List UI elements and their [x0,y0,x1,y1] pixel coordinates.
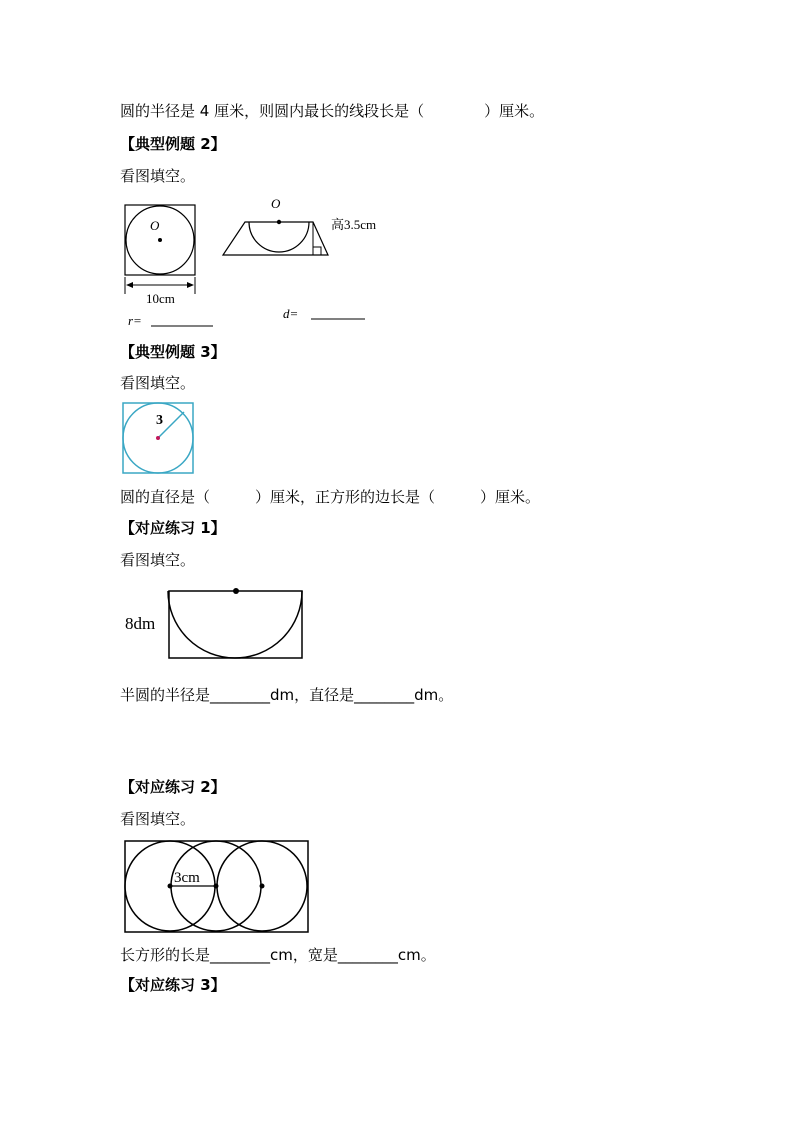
radius-label: 3 [156,413,163,428]
intro-question: 圆的半径是 4 厘米，则圆内最长的线段长是（ ）厘米。 [120,102,545,120]
example-2-figure-trapezoid [215,192,395,327]
radius-label: 3cm [174,870,200,886]
center-dot [277,220,281,224]
practice-1-heading: 【对应练习 1】 [120,519,226,537]
center-dot [233,588,239,594]
semicircle [168,591,302,658]
side-label: 8dm [125,614,156,633]
rectangle [169,591,302,658]
practice-2-heading: 【对应练习 2】 [120,778,226,796]
example-2-figure-square-circle [118,196,218,331]
height-label: 高3.5cm [331,217,377,232]
trapezoid [223,222,328,255]
semicircle [249,222,309,252]
example-3-instruction: 看图填空。 [120,374,196,392]
r-answer-label: r= [128,313,142,328]
d-answer-label: d= [283,306,299,321]
center-dot [158,238,162,242]
example-3-question: 圆的直径是（ ）厘米，正方形的边长是（ ）厘米。 [120,488,541,506]
practice-2-instruction: 看图填空。 [120,810,196,828]
example-2-instruction: 看图填空。 [120,167,196,185]
center-dot [156,436,160,440]
practice-1-figure [120,584,310,664]
practice-1-question: 半圆的半径是________dm，直径是________dm。 [120,686,454,704]
width-label: 10cm [146,291,175,306]
center-label: O [150,218,160,233]
practice-3-heading: 【对应练习 3】 [120,976,226,994]
example-3-heading: 【典型例题 3】 [120,343,226,361]
practice-1-instruction: 看图填空。 [120,551,196,569]
example-3-figure [120,400,200,480]
practice-2-question: 长方形的长是________cm，宽是________cm。 [120,946,436,964]
example-2-heading: 【典型例题 2】 [120,135,226,153]
center-label: O [271,196,281,211]
practice-2-figure [120,836,315,936]
